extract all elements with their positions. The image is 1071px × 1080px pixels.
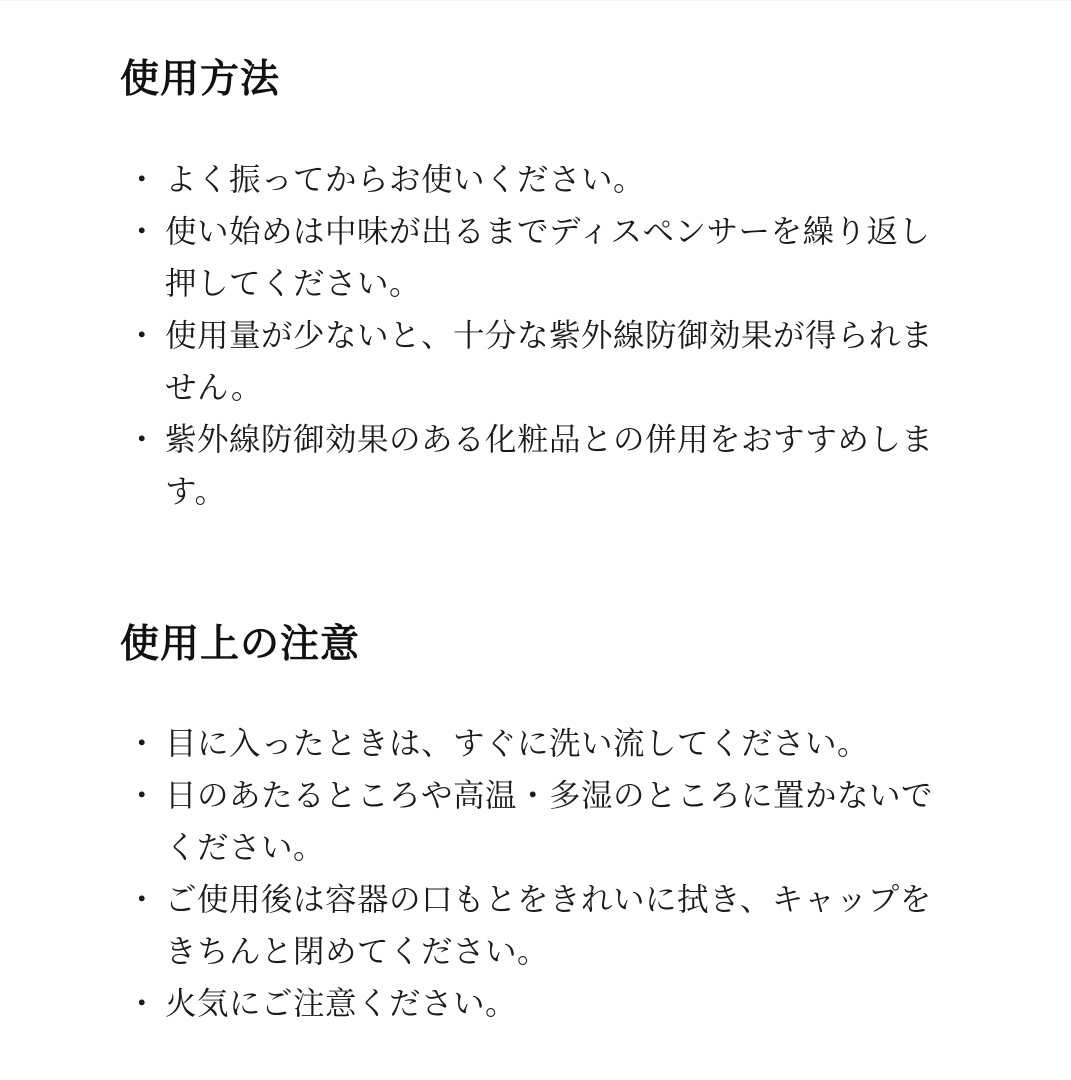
bullet-icon: ・ <box>126 726 159 762</box>
caution-section <box>120 613 960 1030</box>
list-item <box>120 154 960 206</box>
usage-section <box>120 48 960 518</box>
list-item <box>120 874 960 978</box>
list-item <box>120 310 960 414</box>
caution-list <box>120 718 960 1030</box>
list-item <box>120 978 960 1030</box>
list-item-text: 紫外線防御効果のある化粧品との併用をおすすめします。 <box>165 422 934 510</box>
list-item-text: 使用量が少ないと、十分な紫外線防御効果が得られません。 <box>165 318 934 406</box>
bullet-icon: ・ <box>126 422 159 458</box>
list-item <box>120 770 960 874</box>
bullet-icon: ・ <box>126 162 159 198</box>
usage-heading: 使用方法 <box>120 57 281 102</box>
list-item-text: 使い始めは中味が出るまでディスペンサーを繰り返し押してください。 <box>165 214 931 302</box>
bullet-icon: ・ <box>126 986 159 1022</box>
list-item-text: 日のあたるところや高温・多湿のところに置かないでください。 <box>165 778 934 866</box>
list-item <box>120 206 960 310</box>
bullet-icon: ・ <box>126 214 159 250</box>
bullet-icon: ・ <box>126 778 159 814</box>
top-divider <box>0 0 1071 1</box>
list-item <box>120 718 960 770</box>
list-item-text: よく振ってからお使いください。 <box>165 162 646 198</box>
bullet-icon: ・ <box>126 882 159 918</box>
list-item-text: 火気にご注意ください。 <box>165 986 518 1022</box>
caution-heading: 使用上の注意 <box>120 622 361 667</box>
list-item <box>120 414 960 518</box>
list-item-text: 目に入ったときは、すぐに洗い流してください。 <box>165 726 870 762</box>
usage-list <box>120 154 960 518</box>
list-item-text: ご使用後は容器の口もとをきれいに拭き、キャップをきちんと閉めてください。 <box>165 882 932 970</box>
bullet-icon: ・ <box>126 318 159 354</box>
